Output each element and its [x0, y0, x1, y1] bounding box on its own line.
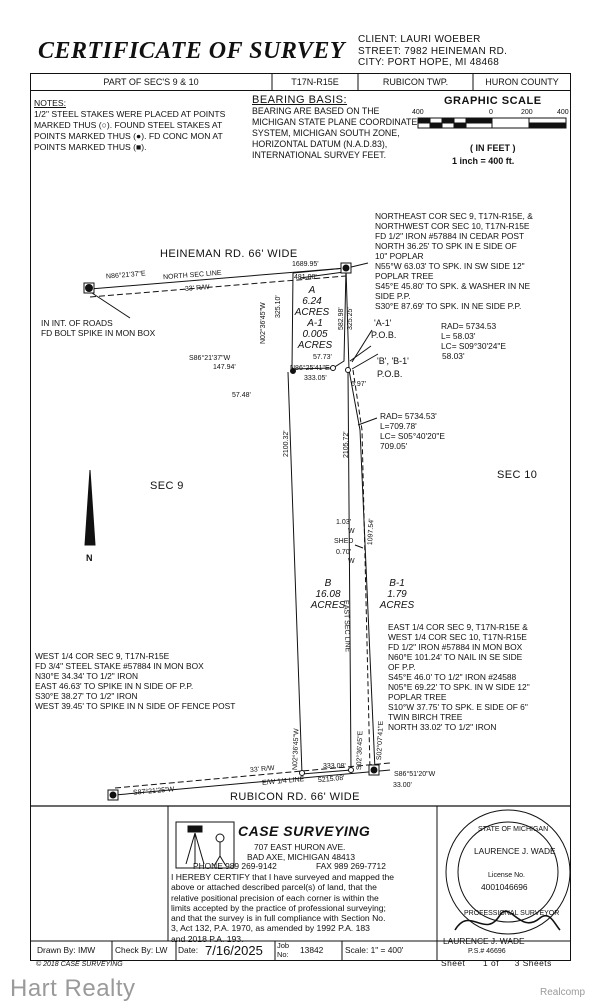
parcel-a1-unit: ACRES: [297, 340, 333, 351]
dim-333: 333.08': [323, 763, 346, 770]
client-name: CLIENT: LAURI WOEBER: [358, 34, 481, 45]
east-qtr-corner-notes: [388, 622, 530, 732]
pob-a1-label: 'A-1': [374, 318, 392, 328]
ne-note-line: NORTHWEST COR SEC 10, T17N-R15E: [375, 221, 530, 231]
scale-tick: 0: [489, 109, 493, 116]
parcel-a1-acres: 0.005: [302, 329, 328, 340]
notes-line: POINTS MARKED THUS (■).: [34, 142, 147, 152]
seal-name: LAURENCE J. WADE: [474, 846, 556, 856]
certification-line: and that the survey is in full compliance with Section No.: [171, 913, 386, 924]
copyright: © 2018 CASE SURVEYING: [36, 961, 123, 968]
signer-ps: P.S.# 46696: [468, 948, 506, 955]
dim-s-147: 147.94': [213, 364, 236, 371]
job-label-line: Job: [277, 941, 290, 950]
sheet-number: 1: [483, 958, 489, 968]
curve-1-dist: 58.03': [442, 351, 465, 361]
east-qtr-line: OF P.P.: [388, 662, 416, 672]
ne-note-line: NORTHEAST COR SEC 9, T17N-R15E, &: [375, 211, 533, 221]
sheet-word: Sheet: [441, 958, 466, 968]
section-10-label: SEC 10: [497, 469, 538, 481]
ne-note-line: FD 1/2" IRON #57884 IN CEDAR POST: [375, 231, 525, 241]
east-qtr-line: NORTH 33.02' TO 1/2" IRON: [388, 722, 497, 732]
west-qtr-line: S30°E 38.27' TO 1/2" IRON: [35, 691, 138, 701]
watermark-brand: Hart Realty: [10, 975, 136, 1002]
pob-b-label: 'B', 'B-1': [377, 356, 409, 366]
dim-2100: 2100.32': [283, 430, 290, 457]
dim-e-325: 325.25': [347, 307, 354, 330]
curve-2-data: [380, 411, 445, 451]
bearing-line: SYSTEM, MICHIGAN SOUTH ZONE,: [252, 128, 400, 138]
certification-line: 3, Act 132, P.A. 1970, as amended by 1992 P.A. 183: [171, 923, 370, 934]
scale-tick: 400: [557, 109, 569, 116]
signer-name: LAURENCE J. WADE: [443, 936, 525, 946]
job-label-line: No:: [277, 950, 289, 959]
ne-note-line: SIDE P.P.: [375, 291, 411, 301]
dim-s-bearing: S86°21'37"W: [189, 355, 231, 362]
footer-drawn: Drawn By: IMW: [37, 945, 96, 955]
bearing-basis-block: [252, 95, 417, 161]
west-qtr-line: FD 3/4" STEEL STAKE #57884 IN MON BOX: [35, 661, 204, 671]
ne-note-line: 10" POPLAR: [375, 251, 424, 261]
dim-w-bearing: N02°36'45"W: [260, 302, 267, 344]
footer-sheet: [441, 958, 552, 968]
certification-line: limits accepted by the practice of professional surveying;: [171, 902, 386, 913]
west-qtr-corner-notes: [35, 651, 235, 711]
company-fax: FAX 989 269-7712: [316, 861, 386, 871]
section-9-label: SEC 9: [150, 480, 184, 492]
certification-line: relative positional precision of each corner is within the: [171, 892, 379, 903]
curve-1-rad: RAD= 5734.53: [441, 321, 497, 331]
company-address-1: 707 EAST HURON AVE.: [254, 842, 346, 852]
east-qtr-line: FD 1/2" IRON #57884 IN MON BOX: [388, 642, 523, 652]
dim-697: 6.97': [351, 381, 366, 388]
int-roads-line: FD BOLT SPIKE IN MON BOX: [41, 328, 156, 338]
dim-5773: 57.73': [313, 354, 332, 361]
dim-n-bearing2: N86°25'41"E: [290, 365, 330, 372]
seal-license-label: License No.: [488, 872, 525, 879]
ne-corner-notes: [375, 211, 533, 311]
rubicon-road-label: RUBICON RD. 66' WIDE: [230, 791, 360, 803]
dim-33305: 333.05': [304, 375, 327, 382]
dim-se-bearing: S86°51'20"W: [394, 771, 436, 778]
dim-070: 0.70': [336, 549, 351, 556]
curve-2-lc: LC= S05°40'20"E: [380, 431, 445, 441]
east-qtr-line: N60°E 101.24' TO NAIL IN SE SIDE: [388, 652, 523, 662]
parcel-b1-name: B-1: [389, 578, 405, 589]
parcel-b1-unit: ACRES: [379, 600, 415, 611]
heineman-road-label: HEINEMAN RD. 66' WIDE: [160, 248, 298, 260]
parcel-b-unit: ACRES: [310, 600, 346, 611]
dim-e-582: 582.98': [338, 307, 345, 330]
east-qtr-line: WEST 1/4 COR SEC 10, T17N-R15E: [388, 632, 527, 642]
curve-2-dist: 709.05': [380, 441, 408, 451]
ne-note-line: S45°E 45.80' TO SPK. & WASHER IN NE: [375, 281, 531, 291]
parcel-b1-label: [376, 578, 418, 611]
document-title: CERTIFICATE OF SURVEY: [38, 38, 346, 64]
certification-line: above or attached described parcel(s) of land, that the: [171, 882, 377, 893]
seal-profession: PROFESSIONAL SURVEYOR: [464, 910, 560, 917]
certification-line: I HEREBY CERTIFY that I have surveyed and mapped the: [171, 872, 395, 882]
footer-scale: Scale: 1" = 400': [345, 945, 404, 955]
curve-1-l: L= 58.03': [441, 331, 476, 341]
east-qtr-line: TWIN BIRCH TREE: [388, 712, 463, 722]
dim-n-bearing: N86°21'37"E: [105, 270, 146, 281]
scale-unit: ( IN FEET ): [470, 143, 516, 153]
company-name: CASE SURVEYING: [238, 823, 371, 839]
dim-se-dist: 33.00': [393, 782, 412, 789]
dim-b-bearing: N02°36'45"W: [292, 728, 301, 771]
footer-check: Check By: LW: [115, 945, 168, 955]
north-sec-line-label: NORTH SEC LINE: [162, 269, 222, 282]
curve-2-rad: RAD= 5734.53': [380, 411, 437, 421]
curve-1-lc: LC= S09°30'24"E: [441, 341, 506, 351]
parcel-a1-name: A-1: [307, 318, 323, 329]
dim-w2: W: [348, 558, 355, 565]
parcel-a-acres: 6.24: [302, 296, 322, 307]
b1-inner-line: [353, 370, 370, 770]
east-sec-line-label: EAST SEC LINE: [342, 600, 351, 653]
ne-note-line: POPLAR TREE: [375, 271, 434, 281]
ne-note-line: N55°W 63.03' TO SPK. IN SW SIDE 12": [375, 261, 525, 271]
watermark-realcomp: Realcomp: [540, 987, 586, 998]
parcel-a-name: A: [308, 285, 316, 296]
footer-date: 7/16/2025: [205, 943, 263, 958]
parcel-b-acres: 16.08: [315, 589, 341, 600]
parcel-b1-acres: 1.79: [387, 589, 407, 600]
scale-tick: 200: [521, 109, 533, 116]
row-top-label: 33' R/W: [184, 284, 210, 293]
company-address-2: BAD AXE, MICHIGAN 48413: [247, 852, 355, 862]
notes-block: [34, 98, 225, 153]
graphic-scale-title: GRAPHIC SCALE: [444, 95, 542, 107]
sheet-total: 3: [514, 958, 520, 968]
bearing-basis-heading: BEARING BASIS:: [252, 94, 348, 106]
notes-line: 1/2" STEEL STAKES WERE PLACED AT POINTS: [34, 109, 226, 119]
dim-b1-right: S02°07'41"E: [376, 720, 386, 761]
pob-a1: P.O.B.: [371, 330, 397, 340]
dim-w-325: 325.10': [275, 295, 282, 318]
notes-label: NOTES:: [34, 98, 66, 108]
ne-note-line: NORTH 36.25' TO SPK IN E SIDE OF: [375, 241, 517, 251]
seal-state: STATE OF MICHIGAN: [478, 826, 549, 833]
dim-1097: 1097.54': [367, 518, 376, 546]
parcel-b-name: B: [324, 578, 332, 589]
north-arrow: [85, 470, 95, 545]
header-township: RUBICON TWP.: [382, 77, 449, 87]
notes-line: POINTS MARKED THUS (●). FD CONC MON AT: [34, 131, 223, 141]
pob-b: P.O.B.: [377, 369, 403, 379]
dim-s-bottom-bearing: S87°21'25"W: [132, 786, 175, 797]
int-roads-note: [41, 318, 155, 338]
curve-1-data: [441, 321, 506, 361]
curve-2-l: L=709.78': [380, 421, 417, 431]
bearing-line: HORIZONTAL DATUM (N.A.D.83),: [252, 139, 388, 149]
header-county: HURON COUNTY: [485, 77, 559, 87]
footer-date-label: Date:: [178, 945, 199, 955]
parcel-b-label: [305, 578, 351, 611]
dim-w1: W: [348, 528, 355, 535]
shed-label: SHED: [334, 538, 354, 545]
west-qtr-line: N30°E 34.34' TO 1/2" IRON: [35, 671, 139, 681]
dim-n-481: 481.00': [294, 274, 317, 281]
scale-ratio: 1 inch = 400 ft.: [452, 156, 515, 166]
parcel-b-outline: [288, 372, 354, 774]
ew-line-label: E/W 1/4 LINE: [261, 776, 305, 787]
dim-5215: 5215.08': [317, 774, 345, 785]
company-phone: PHONE 989 269-9142: [193, 861, 277, 871]
west-qtr-line: WEST 1/4 COR SEC 9, T17N-R15E: [35, 651, 170, 661]
dim-2105: 2105.72': [343, 431, 350, 458]
east-qtr-line: POPLAR TREE: [388, 692, 447, 702]
east-qtr-line: N05°E 69.22' TO SPK. IN W SIDE 12": [388, 682, 530, 692]
parcel-a1-label: [293, 318, 337, 351]
west-qtr-line: WEST 39.45' TO SPIKE IN N SIDE OF FENCE POST: [35, 701, 236, 711]
dim-103: 1.03': [336, 519, 351, 526]
east-qtr-line: S10°W 37.75' TO SPK. E SIDE OF 6": [388, 702, 528, 712]
west-qtr-line: EAST 46.63' TO SPIKE IN N SIDE OF P.P.: [35, 681, 194, 691]
sheet-of: of: [491, 958, 500, 968]
dim-5748: 57.48': [232, 392, 251, 399]
bearing-line: INTERNATIONAL SURVEY FEET.: [252, 150, 387, 160]
certification-text: [171, 872, 394, 944]
header-part: PART OF SEC'S 9 & 10: [103, 77, 199, 87]
certification-line: and 2018 P.A. 193.: [171, 933, 244, 944]
sheets-word: Sheets: [522, 958, 552, 968]
footer-job: 13842: [300, 945, 324, 955]
row-bottom-label: 33' R/W: [249, 764, 275, 775]
parcel-a-unit: ACRES: [294, 307, 330, 318]
notes-line: MARKED THUS (○). FOUND STEEL STAKES AT: [34, 120, 223, 130]
dim-b1-bearing: S02°36'45"E: [356, 730, 365, 771]
scale-tick: 400: [412, 109, 424, 116]
int-roads-line: IN INT. OF ROADS: [41, 318, 113, 328]
bearing-line: MICHIGAN STATE PLANE COORDINATE: [252, 117, 418, 127]
footer-job-label: [277, 941, 289, 959]
east-qtr-line: EAST 1/4 COR SEC 9, T17N-R15E &: [388, 622, 528, 632]
header-town: T17N-R15E: [291, 77, 339, 87]
east-qtr-line: S45°E 46.0' TO 1/2" IRON #24588: [388, 672, 517, 682]
client-city: CITY: PORT HOPE, MI 48468: [358, 57, 500, 68]
ne-note-line: S30°E 87.69' TO SPK. IN NE SIDE P.P.: [375, 301, 522, 311]
client-street: STREET: 7982 HEINEMAN RD.: [358, 45, 508, 57]
seal-license: 4001046696: [481, 882, 528, 892]
bearing-line: BEARING ARE BASED ON THE: [252, 106, 380, 116]
dim-n-total: 1689.95': [292, 261, 319, 268]
north-arrow-label: N: [86, 553, 93, 563]
parcel-a-label: [290, 285, 334, 318]
